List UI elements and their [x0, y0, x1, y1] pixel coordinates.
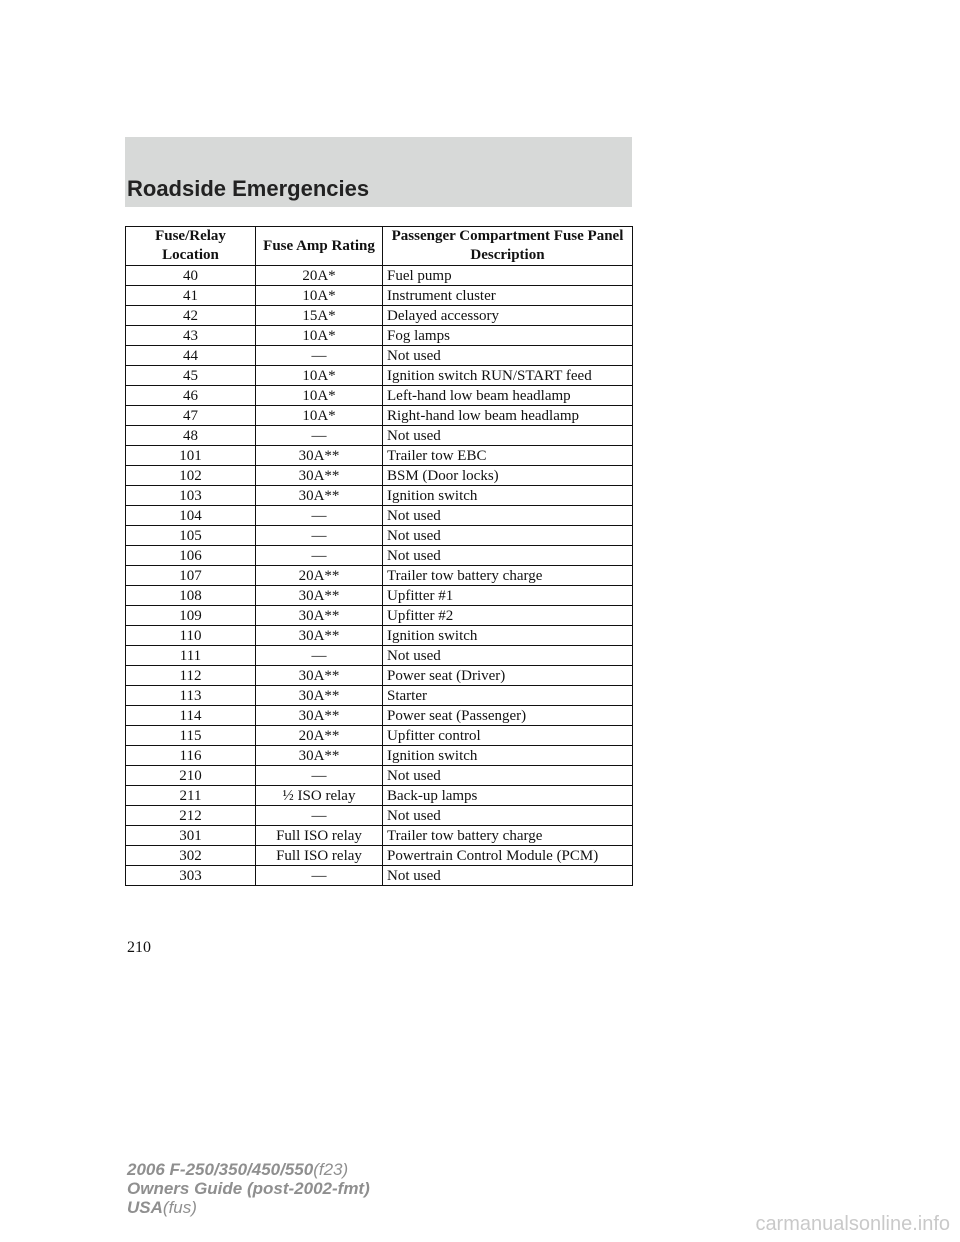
cell-amp-rating: —: [256, 806, 383, 826]
cell-description: Trailer tow EBC: [383, 446, 633, 466]
table-row: [126, 326, 633, 346]
table-row: [126, 666, 633, 686]
cell-amp-rating: —: [256, 526, 383, 546]
table-row: [126, 286, 633, 306]
cell-amp-rating: 10A*: [256, 406, 383, 426]
cell-amp-rating: 10A*: [256, 326, 383, 346]
fuse-table: [125, 226, 633, 886]
table-row: [126, 446, 633, 466]
cell-amp-rating: —: [256, 646, 383, 666]
table-row: [126, 606, 633, 626]
cell-amp-rating: 15A*: [256, 306, 383, 326]
cell-amp-rating: 30A**: [256, 486, 383, 506]
cell-description: Not used: [383, 426, 633, 446]
cell-amp-rating: 30A**: [256, 446, 383, 466]
cell-location: 48: [126, 426, 256, 446]
table-row: [126, 746, 633, 766]
cell-location: 41: [126, 286, 256, 306]
footer: [127, 1160, 370, 1217]
table-row: [126, 486, 633, 506]
footer-market: USA: [127, 1198, 163, 1217]
table-row: [126, 726, 633, 746]
cell-description: Not used: [383, 546, 633, 566]
footer-line-3: [127, 1198, 370, 1217]
footer-model: 2006 F-250/350/450/550: [127, 1160, 314, 1179]
page-number: 210: [127, 939, 151, 956]
cell-description: Not used: [383, 646, 633, 666]
cell-location: 211: [126, 786, 256, 806]
cell-location: 109: [126, 606, 256, 626]
footer-guide: Owners Guide (post-2002-fmt): [127, 1179, 370, 1198]
table-row: [126, 706, 633, 726]
cell-location: 302: [126, 846, 256, 866]
cell-location: 108: [126, 586, 256, 606]
cell-location: 40: [126, 266, 256, 286]
table-row: [126, 266, 633, 286]
table-row: [126, 626, 633, 646]
section-title: Roadside Emergencies: [127, 176, 370, 201]
cell-location: 210: [126, 766, 256, 786]
cell-amp-rating: 30A**: [256, 666, 383, 686]
table-row: [126, 786, 633, 806]
cell-amp-rating: 30A**: [256, 626, 383, 646]
table-row: [126, 506, 633, 526]
cell-location: 47: [126, 406, 256, 426]
cell-amp-rating: 20A**: [256, 726, 383, 746]
cell-description: Not used: [383, 806, 633, 826]
cell-amp-rating: 30A**: [256, 586, 383, 606]
cell-amp-rating: ½ ISO relay: [256, 786, 383, 806]
table-row: [126, 766, 633, 786]
header-description: Passenger Compartment Fuse Panel Description: [383, 227, 633, 266]
cell-location: 111: [126, 646, 256, 666]
cell-description: Ignition switch: [383, 626, 633, 646]
cell-amp-rating: —: [256, 546, 383, 566]
cell-description: Fuel pump: [383, 266, 633, 286]
cell-location: 301: [126, 826, 256, 846]
cell-location: 116: [126, 746, 256, 766]
cell-description: Power seat (Driver): [383, 666, 633, 686]
cell-description: Upfitter #1: [383, 586, 633, 606]
cell-description: Right-hand low beam headlamp: [383, 406, 633, 426]
cell-amp-rating: 30A**: [256, 466, 383, 486]
cell-location: 114: [126, 706, 256, 726]
cell-amp-rating: —: [256, 346, 383, 366]
cell-description: Starter: [383, 686, 633, 706]
cell-location: 106: [126, 546, 256, 566]
cell-description: Back-up lamps: [383, 786, 633, 806]
cell-location: 46: [126, 386, 256, 406]
cell-amp-rating: 10A*: [256, 366, 383, 386]
cell-location: 112: [126, 666, 256, 686]
cell-amp-rating: —: [256, 866, 383, 886]
table-row: [126, 646, 633, 666]
cell-amp-rating: —: [256, 426, 383, 446]
table-row: [126, 386, 633, 406]
table-row: [126, 546, 633, 566]
cell-location: 102: [126, 466, 256, 486]
cell-location: 42: [126, 306, 256, 326]
cell-amp-rating: 20A*: [256, 266, 383, 286]
table-row: [126, 566, 633, 586]
footer-line-2: [127, 1179, 370, 1198]
cell-description: Ignition switch: [383, 486, 633, 506]
table-row: [126, 346, 633, 366]
cell-location: 107: [126, 566, 256, 586]
cell-description: Not used: [383, 766, 633, 786]
cell-amp-rating: 10A*: [256, 386, 383, 406]
table-row: [126, 686, 633, 706]
cell-location: 43: [126, 326, 256, 346]
cell-description: Instrument cluster: [383, 286, 633, 306]
header-location: Fuse/Relay Location: [126, 227, 256, 266]
cell-location: 45: [126, 366, 256, 386]
cell-description: Not used: [383, 506, 633, 526]
cell-location: 104: [126, 506, 256, 526]
table-row: [126, 406, 633, 426]
cell-amp-rating: 30A**: [256, 706, 383, 726]
cell-location: 115: [126, 726, 256, 746]
header-amp-rating: Fuse Amp Rating: [256, 227, 383, 266]
cell-amp-rating: 20A**: [256, 566, 383, 586]
cell-amp-rating: 30A**: [256, 606, 383, 626]
cell-description: Left-hand low beam headlamp: [383, 386, 633, 406]
cell-location: 105: [126, 526, 256, 546]
footer-model-code: (f23): [313, 1160, 349, 1179]
cell-location: 303: [126, 866, 256, 886]
table-row: [126, 306, 633, 326]
cell-location: 101: [126, 446, 256, 466]
table-body: [126, 266, 633, 886]
cell-amp-rating: 10A*: [256, 286, 383, 306]
table-row: [126, 846, 633, 866]
footer-market-code: (fus): [162, 1198, 197, 1217]
table-row: [126, 586, 633, 606]
cell-description: Not used: [383, 866, 633, 886]
cell-location: 113: [126, 686, 256, 706]
cell-description: Delayed accessory: [383, 306, 633, 326]
cell-description: Upfitter #2: [383, 606, 633, 626]
cell-amp-rating: —: [256, 766, 383, 786]
cell-location: 212: [126, 806, 256, 826]
cell-description: Ignition switch: [383, 746, 633, 766]
cell-description: Ignition switch RUN/START feed: [383, 366, 633, 386]
cell-description: Trailer tow battery charge: [383, 826, 633, 846]
cell-location: 110: [126, 626, 256, 646]
cell-amp-rating: 30A**: [256, 746, 383, 766]
cell-description: Fog lamps: [383, 326, 633, 346]
footer-line-1: [127, 1160, 370, 1179]
cell-location: 44: [126, 346, 256, 366]
cell-amp-rating: Full ISO relay: [256, 846, 383, 866]
cell-description: Powertrain Control Module (PCM): [383, 846, 633, 866]
cell-amp-rating: Full ISO relay: [256, 826, 383, 846]
cell-description: Upfitter control: [383, 726, 633, 746]
table-row: [126, 826, 633, 846]
table-header-row: [126, 227, 633, 266]
cell-amp-rating: 30A**: [256, 686, 383, 706]
table-row: [126, 806, 633, 826]
table-row: [126, 866, 633, 886]
cell-description: Trailer tow battery charge: [383, 566, 633, 586]
table-row: [126, 466, 633, 486]
table-row: [126, 526, 633, 546]
watermark: carmanualsonline.info: [755, 1213, 950, 1235]
cell-description: BSM (Door locks): [383, 466, 633, 486]
cell-description: Not used: [383, 346, 633, 366]
cell-description: Not used: [383, 526, 633, 546]
cell-description: Power seat (Passenger): [383, 706, 633, 726]
cell-location: 103: [126, 486, 256, 506]
table-row: [126, 366, 633, 386]
cell-amp-rating: —: [256, 506, 383, 526]
table-row: [126, 426, 633, 446]
